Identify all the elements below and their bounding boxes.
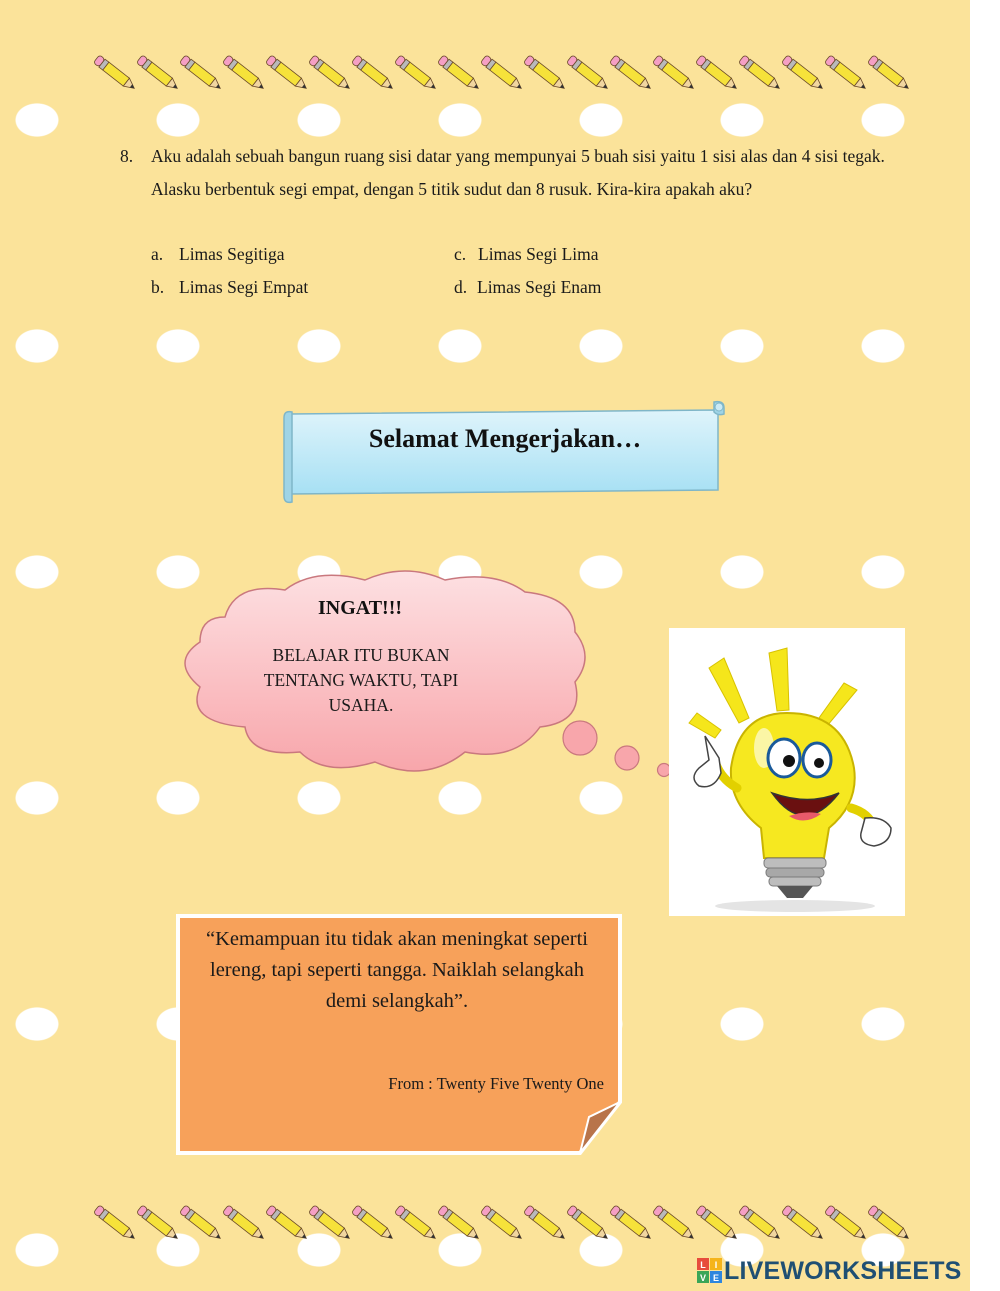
pencil-icon	[437, 55, 481, 92]
option-d[interactable]	[454, 277, 601, 298]
brand-mark-v: V	[699, 1273, 707, 1283]
pencil-icon	[480, 55, 524, 92]
pencil-icon	[652, 1205, 696, 1242]
pencil-icon	[480, 1205, 524, 1242]
pencil-icon	[308, 1205, 352, 1242]
pencil-icon	[824, 55, 868, 92]
pencil-icon	[222, 1205, 266, 1242]
pencil-icon	[93, 55, 137, 92]
pencil-icon	[351, 55, 395, 92]
pencil-icon	[136, 55, 180, 92]
option-d-text: Limas Segi Enam	[477, 277, 602, 297]
pencil-icon	[394, 1205, 438, 1242]
reminder-body: BELAJAR ITU BUKAN TENTANG WAKTU, TAPI USAHA.	[263, 645, 459, 715]
pencil-icon	[394, 55, 438, 92]
lightbulb-icon	[669, 628, 905, 916]
pencil-icon	[523, 1205, 567, 1242]
option-a-letter: a.	[151, 244, 164, 264]
pencil-icon	[867, 1205, 910, 1242]
pencil-icon	[609, 1205, 653, 1242]
pencil-icon	[695, 55, 739, 92]
brand-logo-icon	[697, 1258, 723, 1284]
pencil-icon	[179, 1205, 223, 1242]
brand-mark-l: L	[700, 1260, 706, 1270]
option-b-text: Limas Segi Empat	[179, 277, 309, 297]
pencil-icon	[136, 1205, 180, 1242]
pencil-icon	[265, 1205, 309, 1242]
question-text: Aku adalah sebuah bangun ruang sisi datar yang mempunyai 5 buah sisi yaitu 1 sisi alas dan 4 sisi tegak. Alasku berbentuk segi empat, dengan 5 titik sudut dan 8 rusuk. Kira-kira apakah aku?	[151, 146, 885, 199]
brand-mark-i: I	[714, 1260, 718, 1270]
banner-title: Selamat Mengerjakan…	[368, 424, 642, 453]
option-a[interactable]	[151, 244, 284, 265]
option-d-letter: d.	[454, 277, 468, 297]
option-a-text: Limas Segitiga	[179, 244, 285, 264]
thought-bubble-medium	[615, 746, 639, 770]
pencil-row-svg	[90, 50, 910, 100]
pencil-icon	[523, 55, 567, 92]
pencil-icon	[738, 55, 782, 92]
pencil-icon	[179, 55, 223, 92]
option-b[interactable]	[151, 277, 308, 298]
pencil-icon	[695, 1205, 739, 1242]
scroll-banner	[278, 398, 730, 510]
pencil-icon	[781, 55, 825, 92]
brand-name: LIVEWORKSHEETS	[724, 1257, 962, 1285]
pencil-icon	[437, 1205, 481, 1242]
pencil-icon	[222, 55, 266, 92]
pencil-icon	[652, 55, 696, 92]
pencil-icon	[93, 1205, 137, 1242]
pencil-icon	[867, 55, 910, 92]
pencil-icon	[308, 55, 352, 92]
option-c-letter: c.	[454, 244, 467, 264]
lightbulb-illustration	[669, 628, 905, 916]
question-number: 8.	[120, 146, 134, 166]
pencil-icon	[781, 1205, 825, 1242]
option-c[interactable]	[454, 244, 599, 265]
pencil-icon	[824, 1205, 868, 1242]
pencil-icon	[351, 1205, 395, 1242]
pencil-icon	[566, 1205, 610, 1242]
pencil-border-bottom	[90, 1200, 910, 1250]
quote-text: “Kemampuan itu tidak akan meningkat seperti lereng, tapi seperti tangga. Naiklah selangkah demi selangkah”.	[206, 928, 588, 1012]
quote-source: From : Twenty Five Twenty One	[388, 1074, 604, 1093]
thought-bubble-large	[563, 721, 597, 755]
pencil-icon	[738, 1205, 782, 1242]
liveworksheets-brand[interactable]	[697, 1255, 997, 1287]
pencil-border-top	[90, 50, 910, 100]
option-c-text: Limas Segi Lima	[478, 244, 599, 264]
reminder-title: INGAT!!!	[317, 597, 403, 619]
brand-mark-e: E	[712, 1273, 720, 1283]
pencil-icon	[265, 55, 309, 92]
option-b-letter: b.	[151, 277, 165, 297]
pencil-row-svg-bottom	[90, 1200, 910, 1250]
pencil-icon	[566, 55, 610, 92]
pencil-icon	[609, 55, 653, 92]
